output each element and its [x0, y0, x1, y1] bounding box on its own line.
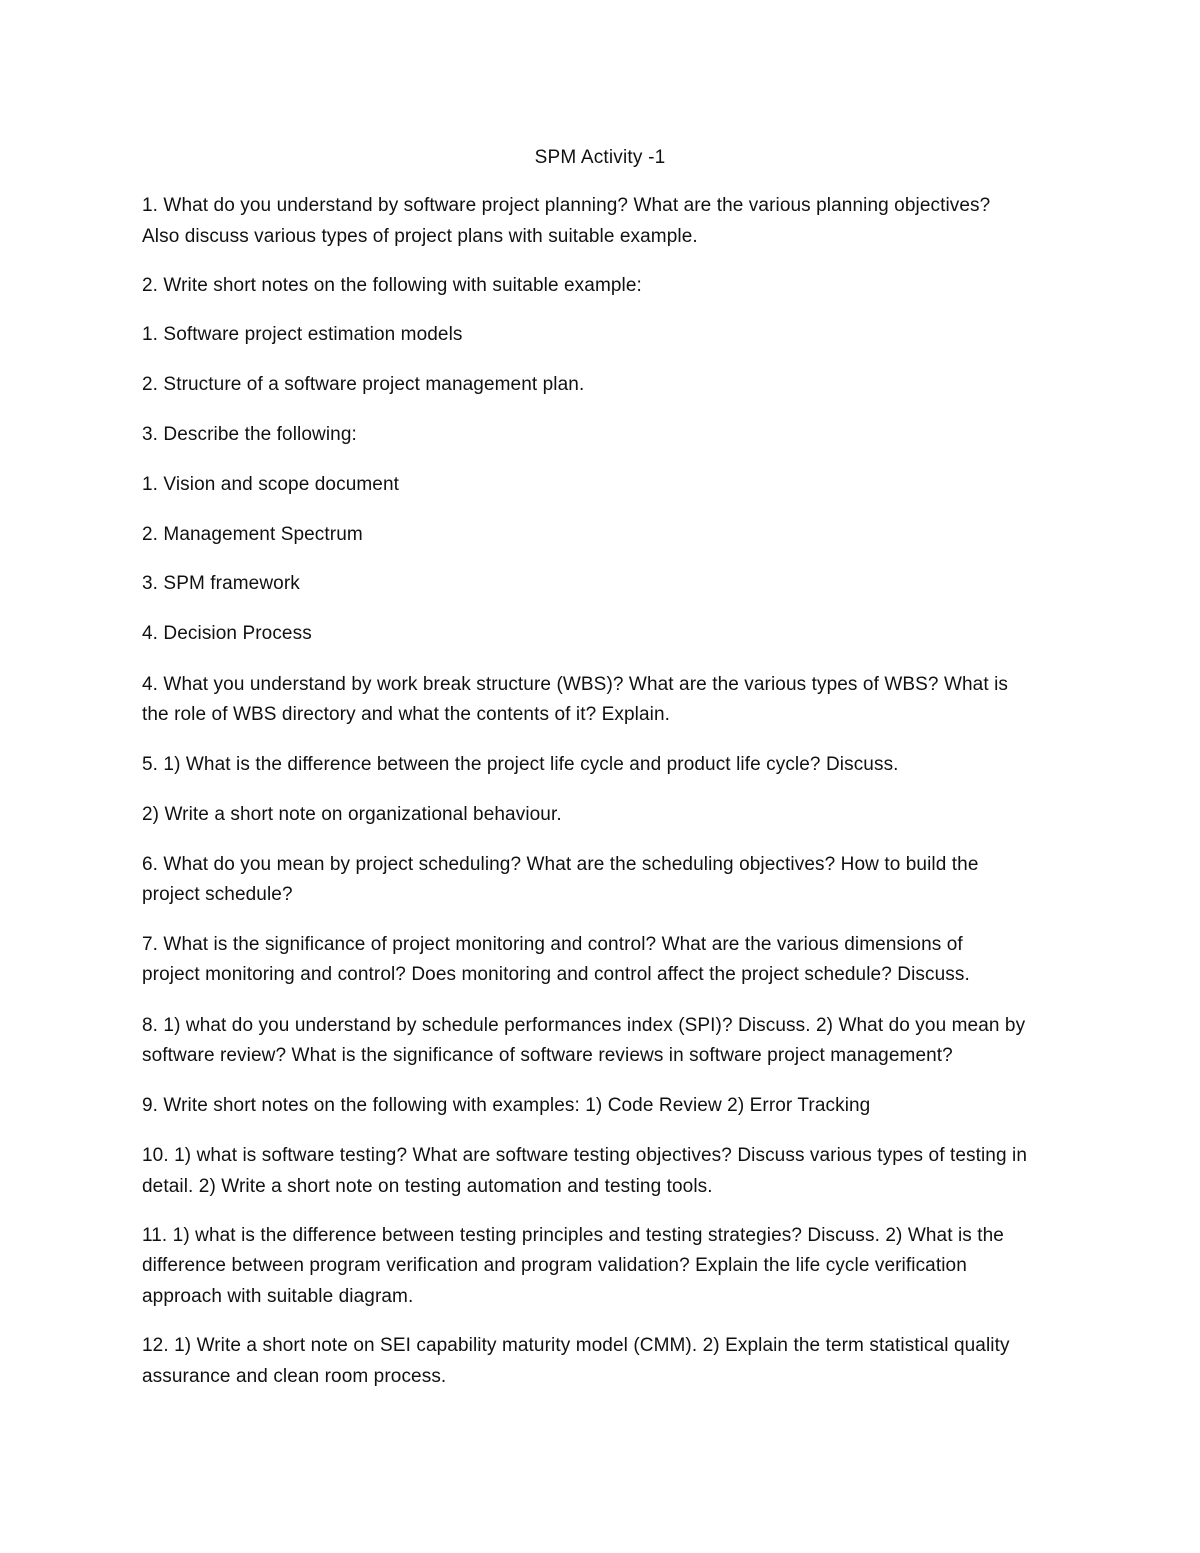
question-7-line-1: 7. What is the significance of project monitoring and control? What are the various dimensions of	[142, 934, 963, 955]
question-8-line-2: software review? What is the significance of software reviews in software project management?	[142, 1045, 953, 1066]
question-11-line-3: approach with suitable diagram.	[142, 1286, 414, 1307]
document-title: SPM Activity -1	[534, 147, 666, 168]
question-9-line-1: 9. Write short notes on the following with examples: 1) Code Review 2) Error Tracking	[142, 1095, 871, 1116]
question-2-line-1: 2. Write short notes on the following with suitable example:	[142, 275, 642, 296]
question-6-line-2: project schedule?	[142, 884, 293, 905]
question-7-line-2: project monitoring and control? Does monitoring and control affect the project schedule? Discuss.	[142, 964, 970, 985]
question-4-line-2: the role of WBS directory and what the contents of it? Explain.	[142, 704, 671, 725]
question-6-line-1: 6. What do you mean by project scheduling? What are the scheduling objectives? How to build the	[142, 854, 979, 875]
question-12-line-1: 12. 1) Write a short note on SEI capability maturity model (CMM). 2) Explain the term statistical quality	[142, 1335, 1010, 1356]
question-3-line-1: 3. Describe the following:	[142, 424, 357, 445]
question-2-item-1: 1. Software project estimation models	[142, 324, 463, 345]
question-3-item-1: 1. Vision and scope document	[142, 474, 400, 495]
question-5-line-2: 2) Write a short note on organizational behaviour.	[142, 804, 562, 825]
question-11-line-2: difference between program verification and program validation? Explain the life cycle verification	[142, 1255, 967, 1276]
question-10-line-1: 10. 1) what is software testing? What are software testing objectives? Discuss various types of testing in	[142, 1145, 1028, 1166]
question-8-line-1: 8. 1) what do you understand by schedule performances index (SPI)? Discuss. 2) What do you mean by	[142, 1015, 1026, 1036]
question-2-item-2: 2. Structure of a software project management plan.	[142, 374, 585, 395]
question-3-item-2: 2. Management Spectrum	[142, 524, 363, 545]
question-4-line-1: 4. What you understand by work break structure (WBS)? What are the various types of WBS? What is	[142, 674, 1008, 695]
question-11-line-1: 11. 1) what is the difference between testing principles and testing strategies? Discuss. 2) What is the	[142, 1225, 1004, 1246]
question-1-line-1: 1. What do you understand by software project planning? What are the various planning objectives?	[142, 195, 991, 216]
question-3-item-3: 3. SPM framework	[142, 573, 300, 594]
question-3-item-4: 4. Decision Process	[142, 623, 312, 644]
question-5-line-1: 5. 1) What is the difference between the project life cycle and product life cycle? Discuss.	[142, 754, 899, 775]
question-12-line-2: assurance and clean room process.	[142, 1366, 447, 1387]
question-10-line-2: detail. 2) Write a short note on testing automation and testing tools.	[142, 1176, 713, 1197]
question-1-line-2: Also discuss various types of project plans with suitable example.	[142, 226, 698, 247]
